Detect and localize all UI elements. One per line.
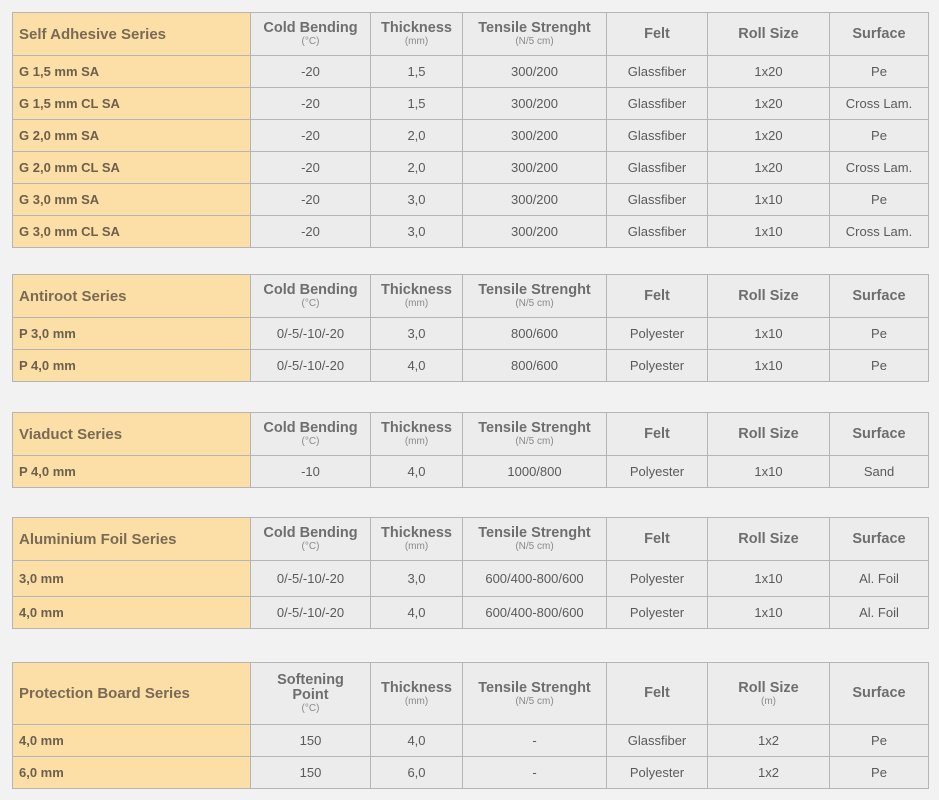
column-label: Tensile Strenght xyxy=(478,282,591,298)
header-row xyxy=(13,518,929,561)
cell-felt: Polyester xyxy=(607,597,708,629)
product-name: P 4,0 mm xyxy=(13,350,251,382)
cell-roll-size: 1x10 xyxy=(708,318,830,350)
cell-thickness: 1,5 xyxy=(371,56,463,88)
column-unit: (°C) xyxy=(301,298,320,309)
column-unit: (m) xyxy=(761,695,776,707)
column-header: Surface xyxy=(830,413,929,456)
table-row xyxy=(13,757,929,789)
cell-surface: Pe xyxy=(830,56,929,88)
column-label: Thickness xyxy=(381,282,452,298)
column-header xyxy=(463,663,607,725)
table-row xyxy=(13,152,929,184)
cell-cold-bending: -20 xyxy=(251,152,371,184)
cell-cold-bending: 0/-5/-10/-20 xyxy=(251,350,371,382)
column-header xyxy=(251,518,371,561)
column-unit: (°C) xyxy=(301,541,320,552)
column-header: Surface xyxy=(830,13,929,56)
cell-thickness: 6,0 xyxy=(371,757,463,789)
column-header: Surface xyxy=(830,518,929,561)
cell-tensile: 300/200 xyxy=(463,184,607,216)
cell-roll-size: 1x10 xyxy=(708,597,830,629)
cell-thickness: 4,0 xyxy=(371,350,463,382)
column-label: Cold Bending xyxy=(263,525,358,541)
cell-tensile: 300/200 xyxy=(463,88,607,120)
cell-thickness: 2,0 xyxy=(371,120,463,152)
column-header xyxy=(463,275,607,318)
spec-table-self-adhesive xyxy=(12,12,929,248)
cell-thickness: 4,0 xyxy=(371,725,463,757)
cell-felt: Glassfiber xyxy=(607,56,708,88)
column-header: Roll Size xyxy=(708,413,830,456)
cell-tensile: 300/200 xyxy=(463,56,607,88)
column-header xyxy=(371,518,463,561)
cell-cold-bending: -20 xyxy=(251,120,371,152)
header-row xyxy=(13,413,929,456)
column-label: Tensile Strenght xyxy=(478,525,591,541)
cell-felt: Glassfiber xyxy=(607,88,708,120)
cell-felt: Polyester xyxy=(607,456,708,488)
column-unit: (mm) xyxy=(404,695,429,707)
column-header xyxy=(463,13,607,56)
cell-cold-bending: -20 xyxy=(251,184,371,216)
column-label: Cold Bending xyxy=(263,20,358,36)
cell-tensile: - xyxy=(463,725,607,757)
spec-table-protection-board xyxy=(12,662,929,789)
column-unit: (N/5 cm) xyxy=(515,436,554,447)
product-name: 3,0 mm xyxy=(13,561,251,597)
cell-roll-size: 1x10 xyxy=(708,561,830,597)
product-name: G 3,0 mm SA xyxy=(13,184,251,216)
spec-table-antiroot xyxy=(12,274,929,382)
cell-surface: Cross Lam. xyxy=(830,152,929,184)
column-header xyxy=(708,663,830,725)
cell-cold-bending: -10 xyxy=(251,456,371,488)
product-name: 6,0 mm xyxy=(13,757,251,789)
cell-cold-bending: -20 xyxy=(251,56,371,88)
cell-roll-size: 1x10 xyxy=(708,184,830,216)
column-unit: (N/5 cm) xyxy=(515,695,554,707)
cell-thickness: 4,0 xyxy=(371,456,463,488)
cell-roll-size: 1x2 xyxy=(708,757,830,789)
cell-felt: Glassfiber xyxy=(607,120,708,152)
column-unit: (mm) xyxy=(404,541,429,552)
spec-table-viaduct xyxy=(12,412,929,488)
column-label: Thickness xyxy=(381,420,452,436)
cell-tensile: 600/400-800/600 xyxy=(463,597,607,629)
cell-tensile: - xyxy=(463,757,607,789)
column-header xyxy=(251,663,371,725)
header-row xyxy=(13,275,929,318)
header-row xyxy=(13,663,929,725)
cell-roll-size: 1x20 xyxy=(708,120,830,152)
cell-surface: Pe xyxy=(830,318,929,350)
column-header xyxy=(371,413,463,456)
column-header: Felt xyxy=(607,275,708,318)
cell-cold-bending: 0/-5/-10/-20 xyxy=(251,561,371,597)
cell-surface: Cross Lam. xyxy=(830,216,929,248)
column-unit: (N/5 cm) xyxy=(515,298,554,309)
column-header: Roll Size xyxy=(708,518,830,561)
column-label: Roll Size xyxy=(738,679,799,696)
column-label: Cold Bending xyxy=(263,282,358,298)
column-label: Softening Point xyxy=(277,672,344,703)
cell-surface: Pe xyxy=(830,757,929,789)
cell-roll-size: 1x10 xyxy=(708,216,830,248)
cell-tensile: 300/200 xyxy=(463,120,607,152)
column-header: Surface xyxy=(830,663,929,725)
product-name: 4,0 mm xyxy=(13,725,251,757)
column-header xyxy=(371,13,463,56)
column-header xyxy=(251,13,371,56)
column-header: Felt xyxy=(607,13,708,56)
table-row xyxy=(13,56,929,88)
cell-thickness: 3,0 xyxy=(371,561,463,597)
table-row xyxy=(13,318,929,350)
cell-felt: Polyester xyxy=(607,757,708,789)
cell-thickness: 3,0 xyxy=(371,184,463,216)
series-title: Protection Board Series xyxy=(13,663,251,725)
series-title: Antiroot Series xyxy=(13,275,251,318)
table-row xyxy=(13,120,929,152)
column-label: Thickness xyxy=(381,525,452,541)
column-unit: (N/5 cm) xyxy=(515,541,554,552)
cell-tensile: 1000/800 xyxy=(463,456,607,488)
cell-roll-size: 1x20 xyxy=(708,152,830,184)
cell-felt: Glassfiber xyxy=(607,216,708,248)
cell-cold-bending: 0/-5/-10/-20 xyxy=(251,597,371,629)
cell-softening-point: 150 xyxy=(251,757,371,789)
product-name: G 1,5 mm SA xyxy=(13,56,251,88)
cell-cold-bending: 0/-5/-10/-20 xyxy=(251,318,371,350)
column-unit: (mm) xyxy=(404,298,429,309)
cell-thickness: 3,0 xyxy=(371,318,463,350)
cell-tensile: 800/600 xyxy=(463,350,607,382)
cell-surface: Al. Foil xyxy=(830,561,929,597)
series-title: Viaduct Series xyxy=(13,413,251,456)
column-unit: (°C) xyxy=(301,36,320,47)
column-label: Tensile Strenght xyxy=(478,20,591,36)
cell-roll-size: 1x10 xyxy=(708,456,830,488)
cell-felt: Glassfiber xyxy=(607,152,708,184)
table-row xyxy=(13,597,929,629)
cell-felt: Polyester xyxy=(607,561,708,597)
cell-cold-bending: -20 xyxy=(251,88,371,120)
cell-thickness: 4,0 xyxy=(371,597,463,629)
cell-felt: Polyester xyxy=(607,318,708,350)
column-header xyxy=(251,275,371,318)
table-row xyxy=(13,725,929,757)
column-unit: (°C) xyxy=(301,436,320,447)
cell-softening-point: 150 xyxy=(251,725,371,757)
column-label: Tensile Strenght xyxy=(478,420,591,436)
column-unit: (mm) xyxy=(404,36,429,47)
product-name: 4,0 mm xyxy=(13,597,251,629)
column-header: Roll Size xyxy=(708,13,830,56)
cell-tensile: 600/400-800/600 xyxy=(463,561,607,597)
column-header: Felt xyxy=(607,413,708,456)
column-header xyxy=(463,518,607,561)
cell-surface: Sand xyxy=(830,456,929,488)
cell-tensile: 800/600 xyxy=(463,318,607,350)
header-row xyxy=(13,13,929,56)
column-label: Tensile Strenght xyxy=(478,679,591,696)
product-name: P 4,0 mm xyxy=(13,456,251,488)
column-header: Surface xyxy=(830,275,929,318)
cell-surface: Cross Lam. xyxy=(830,88,929,120)
cell-roll-size: 1x10 xyxy=(708,350,830,382)
series-title: Aluminium Foil Series xyxy=(13,518,251,561)
column-header xyxy=(463,413,607,456)
cell-roll-size: 1x20 xyxy=(708,88,830,120)
cell-thickness: 1,5 xyxy=(371,88,463,120)
table-row xyxy=(13,88,929,120)
table-row xyxy=(13,561,929,597)
cell-surface: Pe xyxy=(830,120,929,152)
cell-roll-size: 1x20 xyxy=(708,56,830,88)
cell-tensile: 300/200 xyxy=(463,216,607,248)
column-header xyxy=(371,663,463,725)
cell-thickness: 2,0 xyxy=(371,152,463,184)
column-label: Thickness xyxy=(381,679,452,696)
cell-roll-size: 1x2 xyxy=(708,725,830,757)
cell-cold-bending: -20 xyxy=(251,216,371,248)
column-label: Cold Bending xyxy=(263,420,358,436)
cell-felt: Glassfiber xyxy=(607,184,708,216)
cell-tensile: 300/200 xyxy=(463,152,607,184)
column-header xyxy=(251,413,371,456)
cell-felt: Polyester xyxy=(607,350,708,382)
product-name: P 3,0 mm xyxy=(13,318,251,350)
product-name: G 3,0 mm CL SA xyxy=(13,216,251,248)
column-unit: (mm) xyxy=(404,436,429,447)
column-header xyxy=(371,275,463,318)
spec-table-aluminium-foil xyxy=(12,517,929,629)
table-row xyxy=(13,216,929,248)
column-header: Felt xyxy=(607,663,708,725)
column-unit: (N/5 cm) xyxy=(515,36,554,47)
cell-felt: Glassfiber xyxy=(607,725,708,757)
column-header: Felt xyxy=(607,518,708,561)
product-name: G 2,0 mm SA xyxy=(13,120,251,152)
product-name: G 2,0 mm CL SA xyxy=(13,152,251,184)
product-name: G 1,5 mm CL SA xyxy=(13,88,251,120)
column-label: Thickness xyxy=(381,20,452,36)
column-unit: (°C) xyxy=(301,703,320,714)
table-row xyxy=(13,184,929,216)
series-title: Self Adhesive Series xyxy=(13,13,251,56)
cell-surface: Al. Foil xyxy=(830,597,929,629)
column-header: Roll Size xyxy=(708,275,830,318)
cell-surface: Pe xyxy=(830,725,929,757)
table-row xyxy=(13,350,929,382)
cell-thickness: 3,0 xyxy=(371,216,463,248)
cell-surface: Pe xyxy=(830,184,929,216)
cell-surface: Pe xyxy=(830,350,929,382)
table-row xyxy=(13,456,929,488)
